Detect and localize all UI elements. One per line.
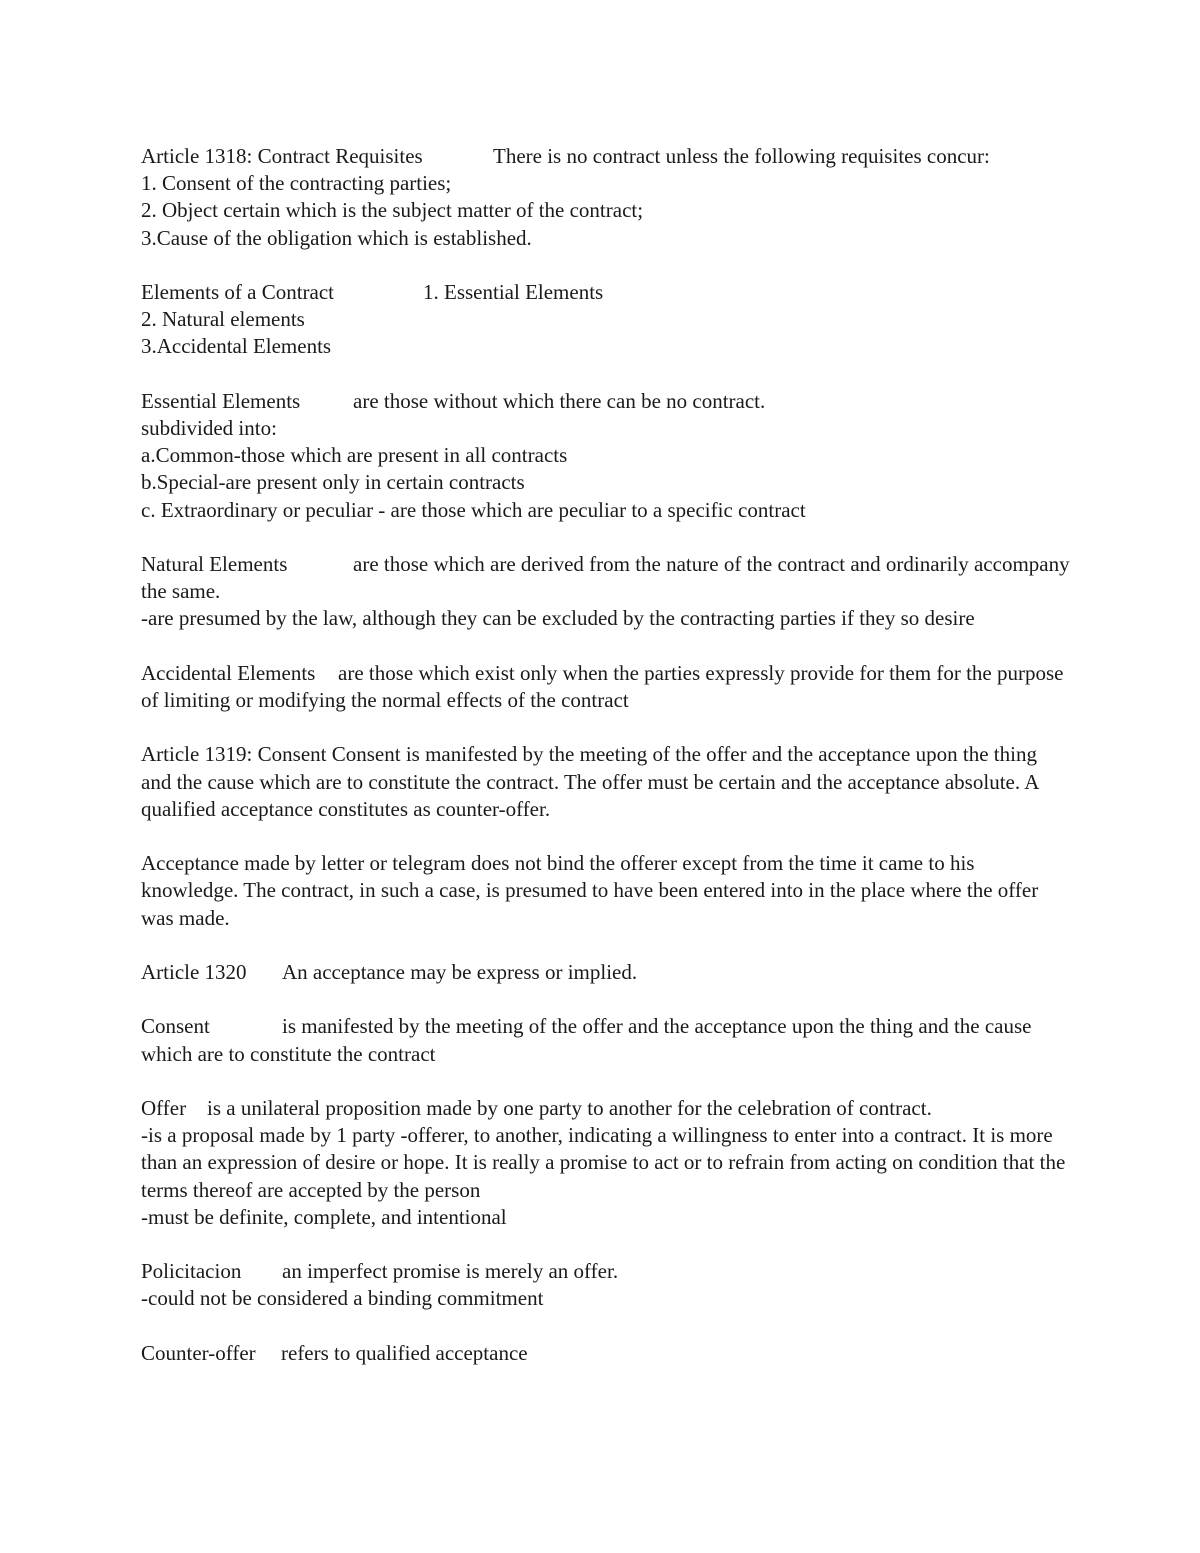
elements-item-2: 2. Natural elements xyxy=(141,307,305,332)
offer-paragraph xyxy=(141,1095,1071,1122)
document-body xyxy=(141,143,1071,1367)
natural-term: Natural Elements xyxy=(141,552,288,576)
accidental-definition: are those which exist only when the parties expressly provide for them for the purpose of limiting or modifying the normal effects of the contract xyxy=(141,660,1064,712)
offer-term: Offer xyxy=(141,1095,187,1120)
requisites-item-2: 2. Object certain which is the subject matter of the contract; xyxy=(141,198,644,223)
article1319-extra: Acceptance made by letter or telegram does not bind the offerer except from the time it came to his knowledge. The contract, in such a case, is presumed to have been entered into in the place where the offer was made. xyxy=(141,851,1039,930)
offer-extra2: -must be definite, complete, and intentional xyxy=(141,1204,507,1229)
article1319-term: Article 1319: Consent xyxy=(141,742,327,767)
essential-item-c: c. Extraordinary or peculiar - are those which are peculiar to a specific contract xyxy=(141,497,806,522)
requisites-term: Article 1318: Contract Requisites xyxy=(141,144,423,168)
article1320-definition: An acceptance may be express or implied. xyxy=(282,959,638,984)
elements-definition: 1. Essential Elements xyxy=(423,280,604,304)
essential-subdivided: subdivided into: xyxy=(141,416,277,440)
accidental-paragraph xyxy=(141,660,1071,714)
natural-definition: are those which are derived from the nature of the contract and ordinarily accompany the same. xyxy=(141,552,1070,604)
offer-extra: -is a proposal made by 1 party -offerer, to another, indicating a willingness to enter into a contract. It is more than an expression of desire or hope. It is really a promise to act or to refrain from acting on condition that the terms thereof are accepted by the person xyxy=(141,1123,1066,1202)
elements-term: Elements of a Contract xyxy=(141,280,335,304)
essential-item-a: a.Common-those which are present in all contracts xyxy=(141,443,568,468)
policitacion-extra: -could not be considered a binding commitment xyxy=(141,1286,544,1311)
essential-definition: are those without which there can be no contract. xyxy=(353,388,766,413)
consent-definition: is manifested by the meeting of the offer and the acceptance upon the thing and the cause which are to constitute the contract xyxy=(141,1014,1032,1066)
counteroffer-definition: refers to qualified acceptance xyxy=(281,1340,528,1365)
offer-definition: is a unilateral proposition made by one party to another for the celebration of contract. xyxy=(207,1095,932,1120)
requisites-definition: There is no contract unless the following requisites concur: xyxy=(493,144,990,168)
natural-paragraph xyxy=(141,551,1071,605)
essential-term: Essential Elements xyxy=(141,388,301,413)
policitacion-line xyxy=(141,1258,1071,1285)
requisites-item-1: 1. Consent of the contracting parties; xyxy=(141,171,452,196)
policitacion-term: Policitacion xyxy=(141,1259,242,1284)
essential-item-b: b.Special-are present only in certain contracts xyxy=(141,470,525,495)
elements-item-3: 3.Accidental Elements xyxy=(141,334,332,359)
requisites-heading-line xyxy=(141,143,1071,170)
article1319-definition: Consent is manifested by the meeting of the offer and the acceptance upon the thing and the cause which are to constitute the contract. The offer must be certain and the acceptance absolute. A qualified acceptance constitutes as counter-offer. xyxy=(141,742,1039,821)
essential-heading-line xyxy=(141,388,1071,415)
article1320-line xyxy=(141,959,1071,986)
accidental-term: Accidental Elements xyxy=(141,660,316,685)
consent-term: Consent xyxy=(141,1014,210,1039)
requisites-item-3: 3.Cause of the obligation which is established. xyxy=(141,225,532,250)
article1320-term: Article 1320 xyxy=(141,959,247,984)
counteroffer-term: Counter-offer xyxy=(141,1340,256,1365)
natural-extra: -are presumed by the law, although they can be excluded by the contracting parties if they so desire xyxy=(141,606,975,631)
counteroffer-line xyxy=(141,1340,1071,1367)
elements-heading-line xyxy=(141,279,1071,306)
policitacion-definition: an imperfect promise is merely an offer. xyxy=(282,1259,619,1284)
consent-paragraph xyxy=(141,1013,1071,1067)
article1319-paragraph xyxy=(141,741,1071,823)
